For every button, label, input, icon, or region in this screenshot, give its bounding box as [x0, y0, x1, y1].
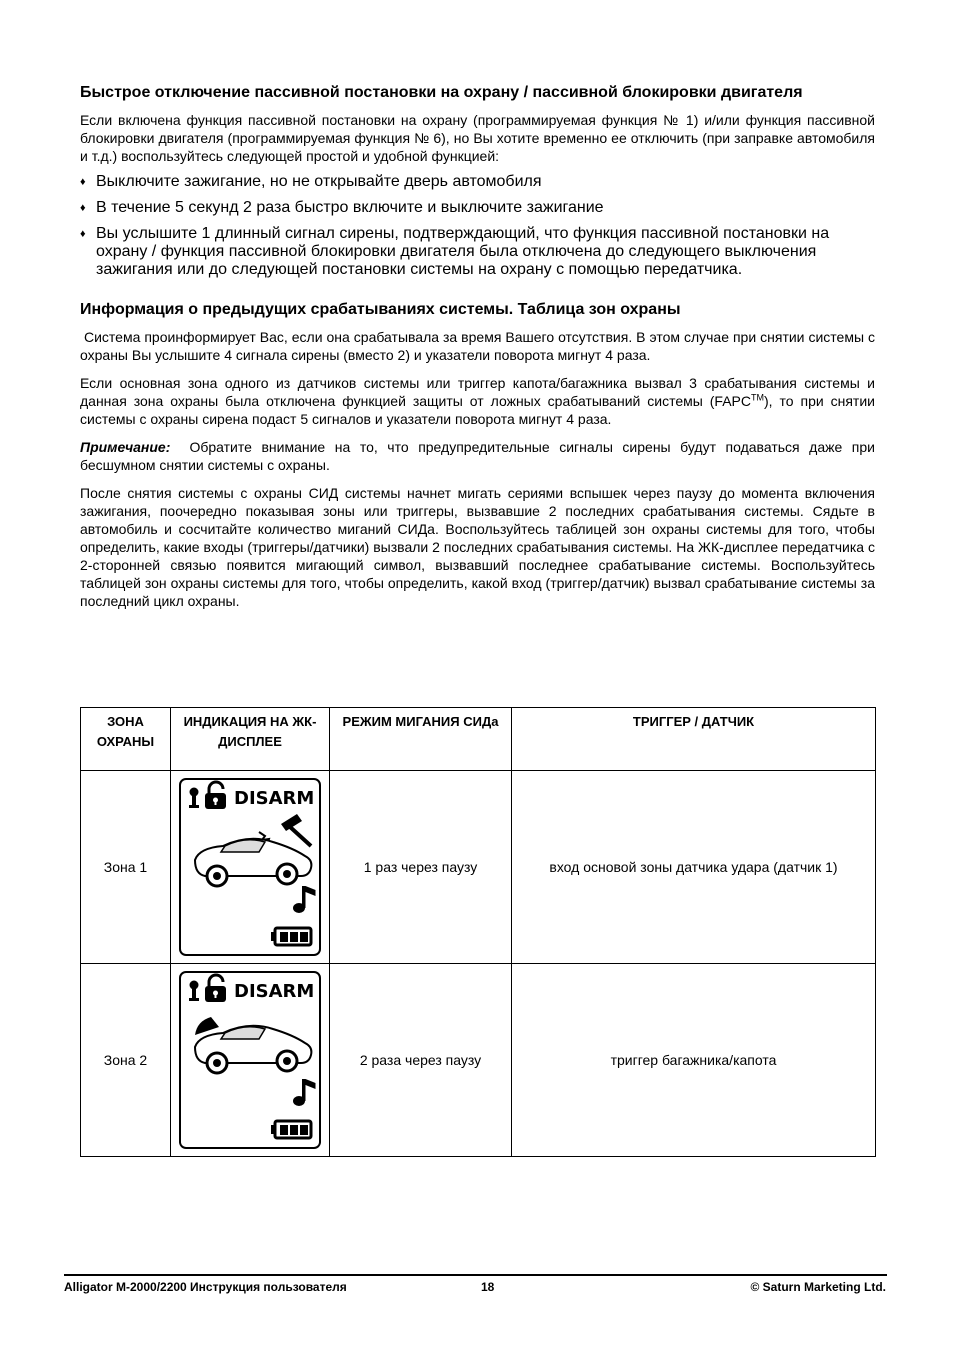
car-icon [195, 839, 311, 886]
lcd-display [179, 971, 321, 1149]
music-note-icon [293, 1079, 316, 1106]
list-item-text: Выключите зажигание, но не открывайте дверь автомобиля [96, 173, 542, 190]
mode-cell: 1 раз через паузу [330, 771, 512, 964]
page-content [80, 82, 879, 610]
footer-copyright: © Saturn Marketing Ltd. [750, 1280, 886, 1294]
section-title-passive-disable: Быстрое отключение пассивной постановки на охрану / пассивной блокировки двигателя [80, 84, 803, 101]
battery-icon [271, 1121, 311, 1138]
paragraph-fapc [80, 374, 875, 428]
music-note-icon [293, 886, 316, 913]
table-row [81, 964, 876, 1157]
note-text: Обратите внимание на то, что предупредительные сигналы сирены будут подаваться даже при бесшумном снятии системы с охраны. [80, 439, 879, 473]
header-zone-line2: ОХРАНЫ [96, 734, 155, 749]
key-icon [189, 788, 199, 809]
zone-cell: Зона 1 [81, 771, 171, 964]
open-trunk-icon [195, 1017, 219, 1035]
paragraph: Система проинформирует Вас, если она срабатывала за время Вашего отсутствия. В этом случае при снятии системы с охраны Вы услышите 4 сигнала сирены (вместо 2) и указатели поворота мигнут 4 раза. [80, 329, 879, 363]
list-item-text: Вы услышите 1 длинный сигнал сирены, подтверждающий, что функция пассивной постановки на охрану / функция пассивной блокировки двигателя была отключена до следующего выключения зажигания или до следующей постановки системы на охрану с помощью передатчика. [96, 225, 830, 278]
paragraph-text: Если основная зона одного из датчиков системы или триггер капота/багажника вызвал 3 срабатывания системы и данная зона охраны была отключена функцией защиты от ложных срабатываний системы (FAPC [80, 375, 875, 409]
header-zone [81, 708, 171, 771]
disarm-text: DISARM [234, 788, 315, 809]
lcd-graphic [181, 780, 319, 954]
lcd-cell [171, 771, 330, 964]
trigger-cell: триггер багажника/капота [512, 964, 876, 1157]
table-row [81, 771, 876, 964]
bullet-icon: ♦ [80, 228, 86, 240]
trademark-sup: TM [751, 392, 765, 403]
list-item [80, 199, 875, 217]
intro-paragraph: Если включена функция пассивной постановки на охрану (программируемая функция № 1) и/или функция пассивной блокировки двигателя (программируемая функция № 6), но Вы хотите временно ее отключить (при заправке автомобиля и т.д.) воспользуйтесь следующей простой и удобной функцией: [80, 112, 875, 164]
car-icon [195, 1026, 311, 1073]
header-trigger: ТРИГГЕР / ДАТЧИК [512, 708, 876, 771]
battery-icon [271, 928, 311, 945]
note-label: Примечание: [80, 439, 171, 455]
footer-divider [64, 1274, 887, 1276]
paragraph-text: ), то при снятии системы с охраны сирена подаст 5 сигналов и указатели поворота мигнут 4 раза. [80, 393, 875, 427]
unlocked-padlock-icon [205, 975, 226, 1002]
list-item-text: В течение 5 секунд 2 раза быстро включите и выключите зажигание [96, 199, 604, 216]
zone-cell: Зона 2 [81, 964, 171, 1157]
lcd-cell [171, 964, 330, 1157]
lcd-display [179, 778, 321, 956]
table-header-row [81, 708, 876, 771]
lcd-graphic [181, 973, 319, 1147]
key-icon [189, 981, 199, 1002]
footer-title: Alligator M-2000/2200 Инструкция пользователя [64, 1280, 347, 1294]
trigger-cell: вход основой зоны датчика удара (датчик 1) [512, 771, 876, 964]
header-lcd: ИНДИКАЦИЯ НА ЖК-ДИСПЛЕЕ [171, 708, 330, 771]
bullet-icon: ♦ [80, 176, 86, 188]
header-mode: РЕЖИМ МИГАНИЯ СИДа [330, 708, 512, 771]
disarm-text: DISARM [234, 981, 315, 1002]
list-item [80, 225, 875, 279]
section-title-zones: Информация о предыдущих срабатываниях системы. Таблица зон охраны [80, 301, 681, 318]
page-number: 18 [481, 1280, 495, 1294]
mode-cell: 2 раза через паузу [330, 964, 512, 1157]
zones-table [80, 707, 876, 1157]
list-item [80, 173, 875, 191]
unlocked-padlock-icon [205, 782, 226, 809]
paragraph: После снятия системы с охраны СИД системы начнет мигать сериями вспышек через паузу до момента включения зажигания, поочередно показывая зоны или триггеры, вызвавшие 2 последних срабатывания системы. Сядьте в автомобиль и сосчитайте количество миганий СИДа. Воспользуйтесь таблицей зон охраны системы для того, чтобы определить, какие входы (триггеры/датчики) вызвали 2 последних срабатывания системы. На ЖК-дисплее передатчика с 2-сторонней связью появится мигающий символ, вызвавший последнее срабатывание системы. Воспользуйтесь таблицей зон охраны системы для того, чтобы определить, какой вход (триггер/датчик) вызвал срабатывание системы за последний цикл охраны. [80, 485, 875, 609]
header-zone-line1: ЗОНА [107, 714, 144, 729]
note-paragraph [80, 438, 879, 474]
bullet-icon: ♦ [80, 202, 86, 214]
